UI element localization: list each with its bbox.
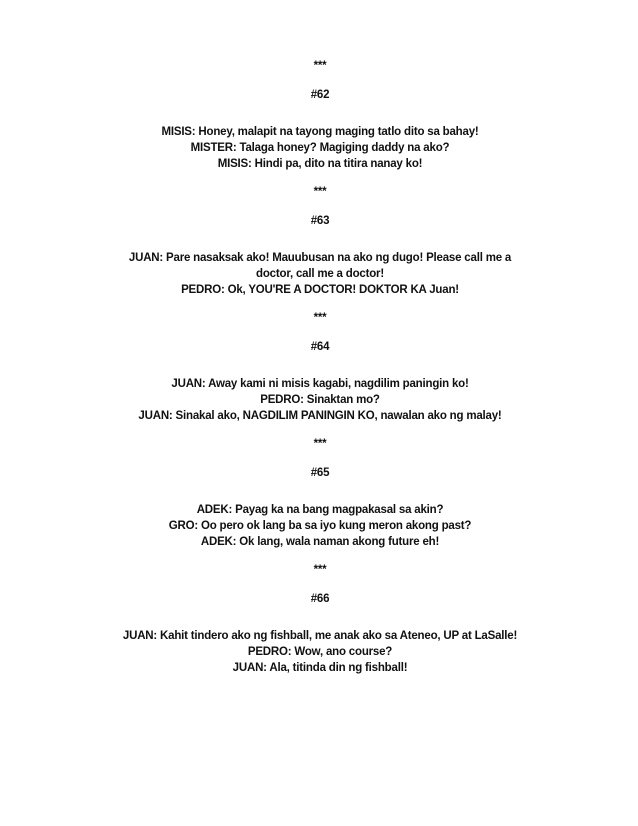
joke-number: #64	[310, 341, 330, 353]
dialogue-line: MISTER: Talaga honey? Magiging daddy na ako?	[190, 142, 450, 154]
section-separator: ***	[313, 186, 327, 198]
dialogue-line: doctor, call me a doctor!	[256, 268, 384, 280]
joke-section-65	[110, 436, 530, 562]
dialogue-line: MISIS: Hindi pa, dito na titira nanay ko!	[217, 158, 423, 170]
dialogue-line: PEDRO: Sinaktan mo?	[260, 394, 380, 406]
dialogue-line: MISIS: Honey, malapit na tayong maging tatlo dito sa bahay!	[161, 126, 479, 138]
joke-number: #66	[310, 593, 330, 605]
dialogue-line: GRO: Oo pero ok lang ba sa iyo kung meron akong past?	[168, 520, 472, 532]
joke-number: #63	[310, 215, 330, 227]
dialogue-line: PEDRO: Wow, ano course?	[247, 646, 393, 658]
jokes-content	[110, 58, 530, 676]
dialogue-line: ADEK: Ok lang, wala naman akong future eh!	[200, 536, 440, 548]
joke-number: #65	[310, 467, 330, 479]
joke-section-66	[110, 562, 530, 676]
dialogue-line: JUAN: Away kami ni misis kagabi, nagdilim paningin ko!	[171, 378, 469, 390]
section-separator: ***	[313, 438, 327, 450]
joke-section-64	[110, 310, 530, 436]
dialogue-line: JUAN: Ala, titinda din ng fishball!	[232, 662, 408, 674]
dialogue-line: PEDRO: Ok, YOU'RE A DOCTOR! DOKTOR KA Juan!	[181, 284, 459, 296]
joke-section-62	[110, 58, 530, 184]
section-separator: ***	[313, 312, 327, 324]
dialogue-line: JUAN: Sinakal ako, NAGDILIM PANINGIN KO, nawalan ako ng malay!	[138, 410, 502, 422]
joke-section-63	[110, 184, 530, 310]
dialogue-line: ADEK: Payag ka na bang magpakasal sa akin?	[196, 504, 444, 516]
dialogue-line: JUAN: Kahit tindero ako ng fishball, me anak ako sa Ateneo, UP at LaSalle!	[122, 630, 518, 642]
section-separator: ***	[313, 60, 327, 72]
section-separator: ***	[313, 564, 327, 576]
joke-number: #62	[310, 89, 330, 101]
dialogue-line: JUAN: Pare nasaksak ako! Mauubusan na ako ng dugo! Please call me a	[128, 252, 512, 264]
